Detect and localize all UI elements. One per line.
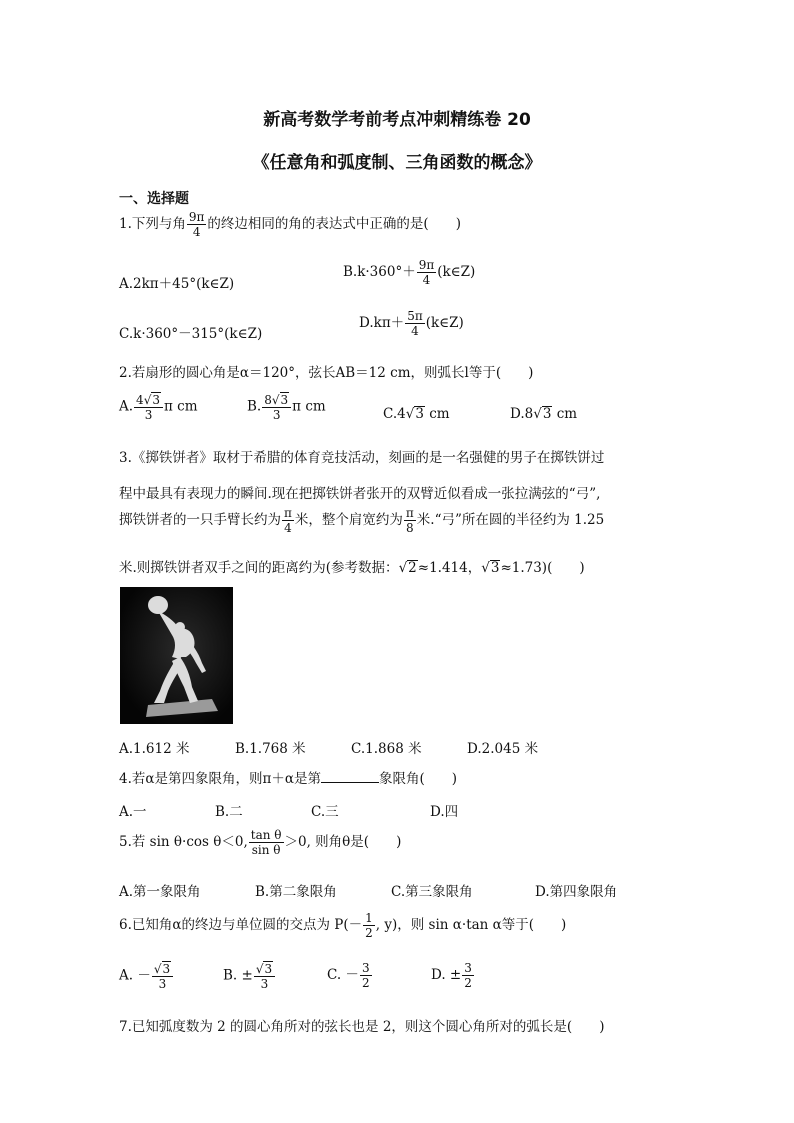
q6-a-num: √3	[152, 961, 173, 977]
q2-c-pre: C.4	[383, 406, 406, 422]
q4-answer-blank	[321, 769, 379, 783]
q2-a-den: 3	[144, 408, 153, 422]
q5-option-c: C.第三象限角	[391, 884, 473, 900]
q6-b-radicand: 3	[264, 962, 273, 976]
q2-a-pre: A.	[119, 398, 134, 415]
q1-option-d	[359, 309, 464, 338]
q3-fraction-2	[404, 506, 416, 535]
q1-d-post: (k∈Z)	[425, 315, 464, 331]
q6-d-fraction	[462, 961, 474, 990]
q3-fraction-1	[282, 506, 294, 535]
page-subtitle: 《任意角和弧度制、三角函数的概念》	[252, 153, 542, 173]
q2-c-radicand: 3	[415, 406, 424, 422]
q2-b-pre: B.	[247, 398, 262, 415]
q6-fraction	[363, 911, 375, 940]
q3-l4-radicand-1: 2	[408, 560, 417, 576]
question-1-stem	[119, 210, 461, 239]
q1-text-post: 的终边相同的角的表达式中正确的是( )	[207, 216, 461, 232]
q1-d-pre: D.kπ＋	[359, 315, 405, 331]
q2-a-post: π cm	[163, 398, 198, 415]
q3-f2-den: 8	[406, 521, 414, 535]
q6-c-pre: C. －	[327, 967, 359, 983]
q3-l4-radicand-2: 3	[490, 560, 500, 576]
q6-option-b	[223, 961, 276, 991]
q3-f1-num: π	[284, 506, 292, 520]
q1-option-a: A.2kπ＋45°(k∈Z)	[119, 276, 235, 292]
q6-a-pre: A. －	[119, 967, 151, 984]
q6-post: , y)，则 sin α·tan α等于( )	[375, 917, 567, 933]
q2-c-post: cm	[424, 406, 450, 422]
q3-option-d: D.2.045 米	[467, 741, 539, 757]
q3-l4-mid: ≈1.414，	[417, 560, 482, 576]
q6-option-a	[119, 961, 174, 991]
q6-option-d	[431, 961, 475, 990]
q1-d-den: 4	[411, 324, 419, 338]
q2-option-d: D.8√3 cm	[510, 406, 578, 422]
q2-option-a	[119, 392, 198, 422]
q6-c-fraction	[360, 961, 372, 990]
discus-thrower-statue-image	[120, 587, 233, 724]
question-6-stem	[119, 911, 566, 940]
q5-frac-den: sin θ	[251, 843, 281, 857]
question-7-stem: 7.已知弧度数为 2 的圆心角所对的弦长也是 2，则这个圆心角所对的弧长是( )	[119, 1019, 605, 1035]
q2-a-num: 4√3	[134, 392, 163, 408]
q2-a-fraction	[134, 392, 163, 422]
q5-post: ＞0, 则角θ是( )	[284, 834, 402, 850]
q3-option-b: B.1.768 米	[235, 741, 306, 757]
q5-fraction	[249, 828, 284, 857]
q1-d-num: 5π	[407, 309, 423, 323]
q2-b-fraction	[262, 392, 291, 422]
q4-option-c: C.三	[311, 804, 339, 820]
q2-d-radicand: 3	[542, 406, 552, 422]
q4-post: 象限角( )	[379, 771, 458, 787]
q3-l4-pre: 米.则掷铁饼者双手之间的距离约为(参考数据：	[119, 560, 399, 576]
q2-a-radicand: 3	[152, 393, 160, 407]
question-4-stem	[119, 767, 457, 787]
section-heading: 一、选择题	[119, 191, 189, 207]
q6-frac-den: 2	[365, 926, 373, 940]
question-5-stem	[119, 828, 401, 857]
q2-b-num: 8√3	[262, 392, 291, 408]
q3-line-2: 程中最具有表现力的瞬间.现在把掷铁饼者张开的双臂近似看成一张拉满弦的“弓”,	[119, 486, 601, 502]
q2-b-post: π cm	[292, 398, 326, 415]
q3-line-3	[119, 506, 604, 535]
q4-pre: 4.若α是第四象限角，则π＋α是第	[119, 771, 321, 787]
q2-a-num-coef: 4	[136, 393, 144, 407]
q2-b-den: 3	[272, 408, 281, 422]
q3-l4-post: ≈1.73)( )	[500, 560, 585, 576]
q3-line-1: 3.《掷铁饼者》取材于希腊的体育竞技活动，刻画的是一名强健的男子在掷铁饼过	[119, 450, 605, 466]
q1-b-den: 4	[422, 273, 431, 287]
q1-b-pre: B.k·360°＋	[343, 264, 416, 280]
q3-option-a: A.1.612 米	[119, 741, 190, 757]
q1-b-post: (k∈Z)	[437, 264, 476, 280]
q2-b-radicand: 3	[280, 393, 289, 407]
q3-l3-post: 米.“弓”所在圆的半径约为 1.25	[416, 512, 605, 528]
q6-b-fraction	[254, 961, 275, 991]
q1-b-fraction	[417, 258, 437, 287]
q3-f1-den: 4	[284, 521, 292, 535]
q6-d-den: 2	[464, 976, 472, 990]
q2-d-pre: D.8	[510, 406, 534, 422]
discobolus-photo	[120, 587, 233, 724]
q3-l3-pre: 掷铁饼者的一只手臂长约为	[119, 512, 281, 528]
q6-b-pre: B. ±	[223, 967, 253, 984]
q6-b-num: √3	[254, 961, 275, 977]
q6-frac-num: 1	[365, 911, 373, 925]
q2-option-b	[247, 392, 326, 422]
q3-option-c: C.1.868 米	[351, 741, 422, 757]
q6-b-den: 3	[260, 977, 269, 991]
q1-frac-den: 4	[192, 225, 201, 239]
q1-text-pre: 1.下列与角	[119, 216, 186, 232]
q6-a-den: 3	[158, 977, 167, 991]
q6-c-den: 2	[361, 976, 370, 990]
q6-c-num: 3	[361, 961, 370, 975]
q6-d-pre: D. ±	[431, 967, 462, 983]
q4-option-b: B.二	[215, 804, 243, 820]
q5-pre: 5.若 sin θ·cos θ＜0,	[119, 834, 248, 850]
q5-option-b: B.第二象限角	[255, 884, 337, 900]
q4-option-a: A.一	[119, 804, 147, 820]
q1-frac-num: 9π	[188, 210, 205, 224]
q6-pre: 6.已知角α的终边与单位圆的交点为 P(－	[119, 917, 363, 933]
q1-option-c: C.k·360°－315°(k∈Z)	[119, 326, 263, 342]
q2-d-post: cm	[552, 406, 578, 422]
q5-option-d: D.第四象限角	[535, 884, 618, 900]
q6-a-radicand: 3	[162, 962, 171, 976]
q4-option-d: D.四	[430, 804, 459, 820]
q3-line-4: 米.则掷铁饼者双手之间的距离约为(参考数据：√2≈1.414，√3≈1.73)( )	[119, 560, 585, 576]
question-2-stem: 2.若扇形的圆心角是α＝120°，弦长AB＝12 cm，则弧长l等于( )	[119, 365, 534, 381]
q6-a-fraction	[152, 961, 173, 991]
page-title: 新高考数学考前考点冲刺精练卷 20	[263, 110, 531, 130]
q3-f2-num: π	[405, 506, 414, 520]
q3-l3-mid: 米，整个肩宽约为	[294, 512, 403, 528]
q6-d-num: 3	[464, 961, 472, 975]
q2-b-num-coef: 8	[264, 393, 272, 407]
q2-option-c: C.4√3 cm	[383, 406, 450, 422]
q6-option-c	[327, 961, 373, 990]
q1-fraction	[187, 210, 207, 239]
q1-d-fraction	[405, 309, 425, 338]
q5-frac-num: tan θ	[250, 828, 282, 842]
q5-option-a: A.第一象限角	[119, 884, 201, 900]
q1-b-num: 9π	[418, 258, 435, 272]
q1-option-b	[343, 258, 475, 287]
